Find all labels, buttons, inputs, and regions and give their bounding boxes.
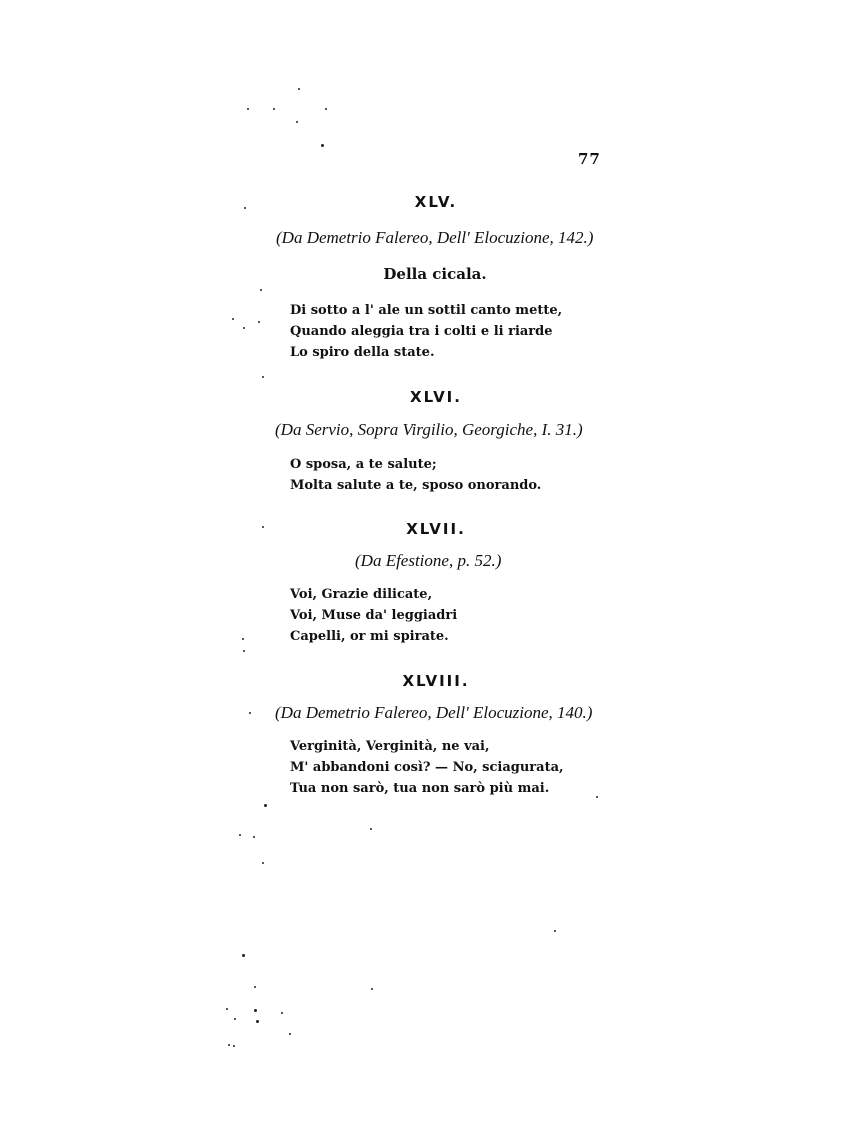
poem-title: Della cicala. xyxy=(383,265,487,283)
speck xyxy=(321,144,324,147)
speck xyxy=(596,796,598,798)
speck xyxy=(239,834,241,836)
speck xyxy=(254,986,256,988)
speck xyxy=(242,638,244,640)
speck xyxy=(325,108,327,110)
source-citation: (Da Demetrio Falereo, Dell' Elocuzione, 142.) xyxy=(276,228,594,247)
verse-line: Molta salute a te, sposo onorando. xyxy=(290,478,542,493)
verse-line: Voi, Grazie dilicate, xyxy=(290,587,433,602)
verse-line: Di sotto a l' ale un sottil canto mette, xyxy=(290,303,563,318)
source-citation: (Da Servio, Sopra Virgilio, Georgiche, I. 31.) xyxy=(275,420,583,439)
speck xyxy=(262,376,264,378)
speck xyxy=(256,1020,259,1023)
speck xyxy=(254,1009,257,1012)
speck xyxy=(232,318,234,320)
speck xyxy=(247,108,249,110)
speck xyxy=(264,804,267,807)
speck xyxy=(371,988,373,990)
speck xyxy=(281,1012,283,1014)
speck xyxy=(289,1033,291,1035)
source-citation: (Da Demetrio Falereo, Dell' Elocuzione, 140.) xyxy=(275,703,593,722)
speck xyxy=(296,121,298,123)
speck xyxy=(262,526,264,528)
section-numeral: XLVII. xyxy=(406,520,466,538)
verse-line: Quando aleggia tra i colti e li riarde xyxy=(290,324,553,339)
verse-block xyxy=(290,584,457,647)
speck xyxy=(243,327,245,329)
verse-line: Tua non sarò, tua non sarò più mai. xyxy=(290,781,550,796)
verse-line: Verginità, Verginità, ne vai, xyxy=(290,739,490,754)
page-number: 77 xyxy=(578,150,601,168)
verse-line: Lo spiro della state. xyxy=(290,345,435,360)
speck xyxy=(244,207,246,209)
verse-block xyxy=(290,736,564,799)
section-numeral: XLVIII. xyxy=(402,672,470,690)
speck xyxy=(253,836,255,838)
speck xyxy=(273,108,275,110)
speck xyxy=(262,862,264,864)
speck xyxy=(258,321,260,323)
speck xyxy=(260,289,262,291)
speck xyxy=(554,930,556,932)
section-numeral: XLVI. xyxy=(410,388,462,406)
speck xyxy=(242,954,245,957)
verse-line: M' abbandoni così? — No, sciagurata, xyxy=(290,760,564,775)
speck xyxy=(233,1045,235,1047)
speck xyxy=(249,712,251,714)
speck xyxy=(370,828,372,830)
speck xyxy=(298,88,300,90)
verse-line: Capelli, or mi spirate. xyxy=(290,629,449,644)
speck xyxy=(228,1044,230,1046)
section-numeral: XLV. xyxy=(414,193,458,211)
verse-block xyxy=(290,454,541,496)
speck xyxy=(226,1008,228,1010)
speck xyxy=(234,1018,236,1020)
verse-line: O sposa, a te salute; xyxy=(290,457,437,472)
speck xyxy=(243,650,245,652)
verse-block xyxy=(290,300,562,363)
verse-line: Voi, Muse da' leggiadri xyxy=(290,608,458,623)
source-citation: (Da Efestione, p. 52.) xyxy=(355,551,502,570)
